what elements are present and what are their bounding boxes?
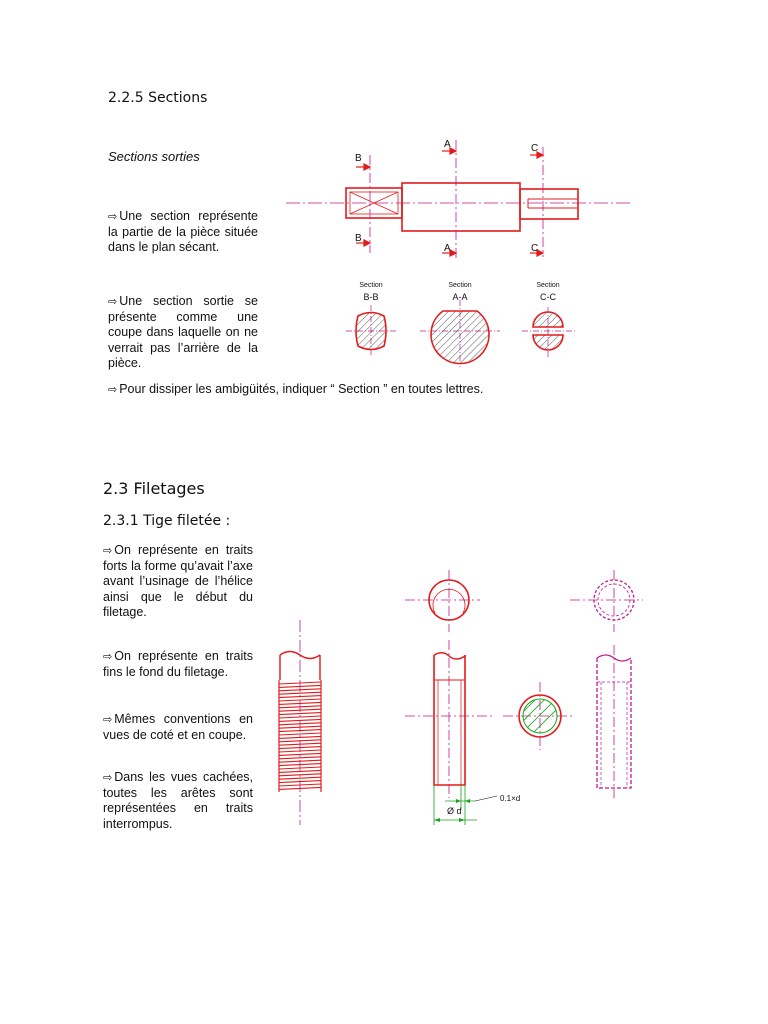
slotted-end xyxy=(520,189,578,219)
thread-paragraph-2: ⇨ On représente en traits fins le fond du filetage. xyxy=(103,649,253,679)
threaded-rod-realistic xyxy=(279,620,321,825)
section-id-bb: B-B xyxy=(363,292,379,302)
arrow-right-icon: ⇨ xyxy=(103,713,113,726)
section-aa-shape xyxy=(420,300,500,367)
paragraph-2: ⇨ Une section sortie se présente comme une coupe dans laquelle on ne verrait pas l’arrière de la pièce. xyxy=(108,294,258,370)
dimension-thread-depth: 0.1×d xyxy=(500,794,521,803)
section-bb-shape xyxy=(346,305,396,357)
section-cc-shape xyxy=(522,307,576,357)
sections-figure xyxy=(278,135,638,385)
thread-cross-section xyxy=(503,682,575,750)
section-word-cc: Section xyxy=(536,282,560,289)
arrow-right-icon: ⇨ xyxy=(108,210,118,223)
cut-label-a-bottom: A xyxy=(444,243,451,254)
thread-paragraph-4: ⇨ Dans les vues cachées, toutes les arêtes sont représentées en traits interrompus. xyxy=(103,770,253,831)
section-word-bb: Section xyxy=(359,282,383,289)
thread-side-view-conventional xyxy=(405,640,520,825)
arrow-right-icon: ⇨ xyxy=(103,650,113,663)
thread-paragraph-3: ⇨ Mêmes conventions en vues de coté et en coupe. xyxy=(103,712,253,742)
paragraph-3: ⇨ Pour dissiper les ambigüités, indiquer “ Section ” en toutes lettres. xyxy=(108,382,484,396)
paragraph-1: ⇨ Une section représente la partie de la pièce située dans le plan sécant. xyxy=(108,209,258,254)
section-id-cc: C-C xyxy=(540,292,556,302)
main-cylinder xyxy=(402,183,520,231)
arrow-right-icon: ⇨ xyxy=(108,295,118,308)
arrow-right-icon: ⇨ xyxy=(103,544,113,557)
cut-label-c-top: C xyxy=(531,143,539,154)
heading-2-3: 2.3 Filetages xyxy=(103,479,205,498)
cut-label-b-bottom: B xyxy=(355,233,362,244)
section-id-aa: A-A xyxy=(452,292,468,302)
subheading-sections-sorties: Sections sorties xyxy=(108,149,200,164)
cut-label-a-top: A xyxy=(444,139,451,150)
arrow-right-icon: ⇨ xyxy=(103,771,113,784)
heading-2-3-1: 2.3.1 Tige filetée : xyxy=(103,513,231,529)
arrow-right-icon: ⇨ xyxy=(108,383,118,396)
thread-end-view-visible xyxy=(405,570,480,632)
cut-label-b-top: B xyxy=(355,153,362,164)
thread-hidden-views xyxy=(570,570,643,798)
cut-label-c-bottom: C xyxy=(531,243,539,254)
dimension-diameter: Ø d xyxy=(447,806,462,816)
thread-paragraph-1: ⇨ On représente en traits forts la forme qu’avait l’axe avant l’usinage de l’hélice ainsi que le début du filetage. xyxy=(103,543,253,619)
heading-2-2-5: 2.2.5 Sections xyxy=(108,90,208,106)
section-word-aa: Section xyxy=(448,282,472,289)
thread-figure xyxy=(265,570,665,840)
